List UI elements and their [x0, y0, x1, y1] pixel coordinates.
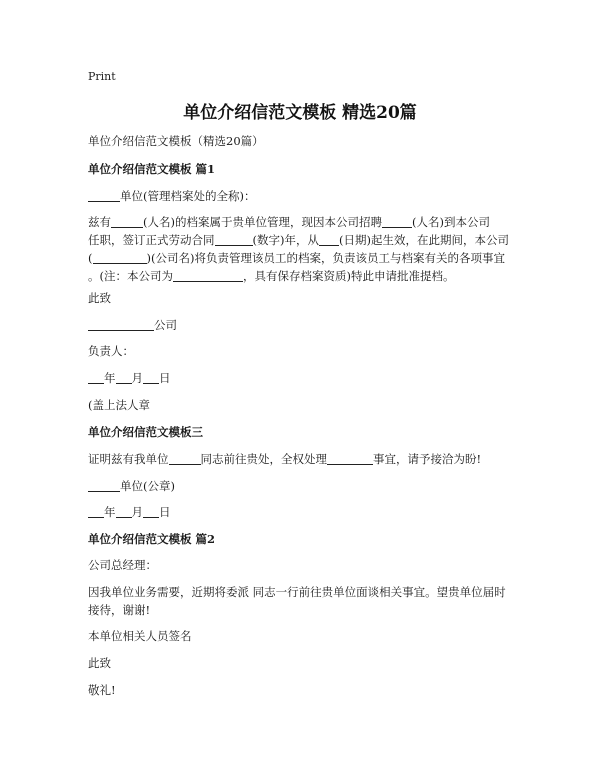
section1-leader: 负责人： [88, 344, 134, 358]
section2-respect: 敬礼! [88, 683, 116, 697]
section2-salute: 此致 [88, 656, 111, 670]
section1-salute: 此致 [88, 291, 111, 305]
section1-unit-line: 单位(管理档案处的全称)： [88, 187, 518, 205]
section3-heading: 单位介绍信范文模板三 [88, 425, 203, 439]
page-title: 单位介绍信范文模板 精选20篇 [183, 103, 417, 123]
blank [88, 189, 120, 202]
section3-body: 证明兹有我单位 同志前往贵处，全权处理 事宜，请予接洽为盼! [88, 452, 482, 466]
section1-seal: (盖上法人章 [88, 398, 150, 412]
section1-date: 年 月 日 [88, 369, 518, 387]
subtitle: 单位介绍信范文模板（精选20篇） [88, 134, 264, 148]
section1-heading: 单位介绍信范文模板 篇1 [88, 162, 216, 176]
print-link[interactable]: Print [88, 70, 116, 83]
section1-body: 兹有 (人名)的档案属于贵单位管理，现因本公司招聘 (人名)到本公司 任职，签订正式劳动合同 (数字)年，从 (日期)起生效，在此期间，本公司 ( )(公司名)将负责管理该员工的档案，负责该员工与档案有关的各项事宜 。(注：本公司为 ，具有保存档案资质)特此申请批准提档。 [88, 215, 509, 283]
section2-signature: 本单位相关人员签名 [88, 629, 192, 643]
section2-body: 因我单位业务需要，近期将委派 同志一行前往贵单位面谈相关事宜。望贵单位届时接待，谢谢! [88, 585, 506, 617]
section2-heading: 单位介绍信范文模板 篇2 [88, 532, 216, 546]
section1-company: 公司 [88, 316, 518, 334]
section3-date: 年 月 日 [88, 503, 518, 521]
section3-unit-seal: 单位(公章) [88, 477, 518, 495]
section2-greeting: 公司总经理： [88, 558, 157, 572]
